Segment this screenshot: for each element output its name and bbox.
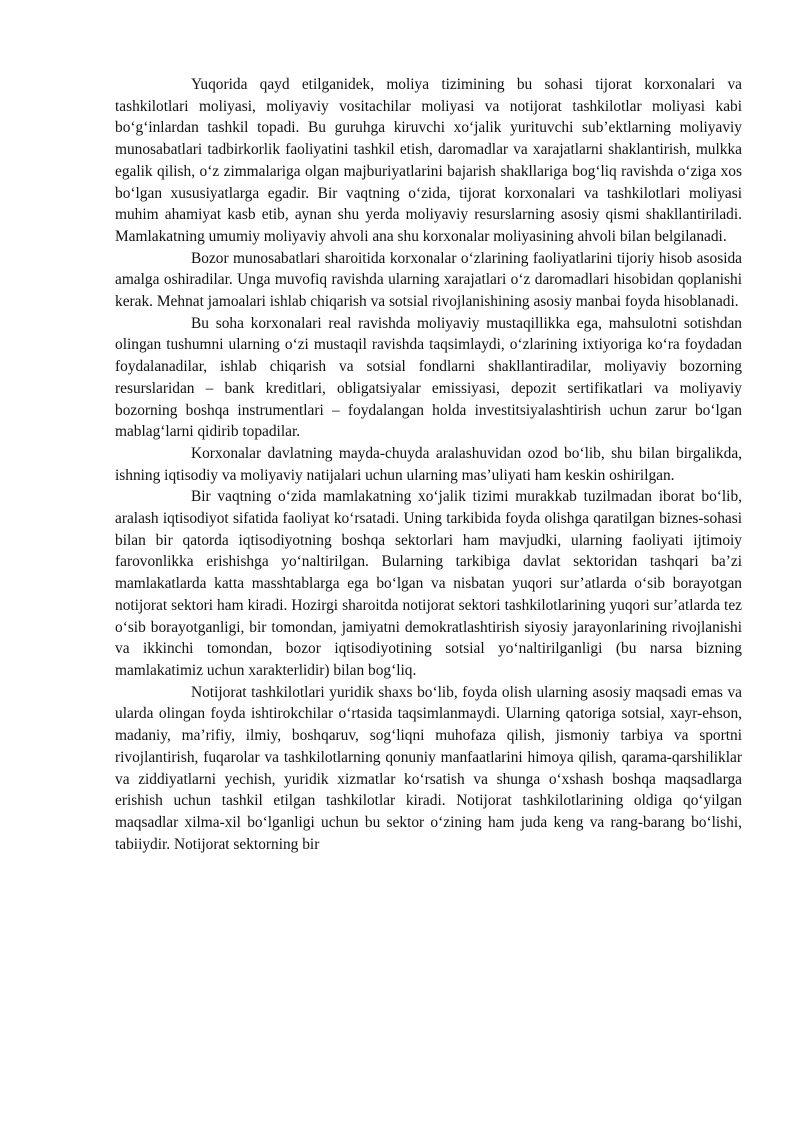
paragraph-6: Notijorat tashkilotlari yuridik shaxs bo‘lib, foyda olish ularning asosiy maqsadi emas va ularda olingan foyda ishtirokchilar o‘rtasida taqsimlanmaydi. Ularning qatoriga sotsial, xayr-ehson, madaniy, ma’rifiy, ilmiy, boshqaruv, sog‘liqni muhofaza qilish, jismoniy tarbiya va sportni rivojlantirish, fuqarolar va tashkilotlarning qonuniy manfaatlarini himoya qilish, qarama-qarshiliklar va ziddiyatlarni yechish, yuridik xizmatlar ko‘rsatish va shunga o‘xshash boshqa maqsadlarga erishish uchun tashkil etilgan tashkilotlar kiradi. Notijorat tashkilotlarining oldiga qo‘yilgan maqsadlar xilma-xil bo‘lganligi uchun bu sektor o‘zining ham juda keng va rang-barang bo‘lishi, tabiiydir. Notijorat sektorning bir	[115, 683, 742, 853]
paragraph-2: Bozor munosabatlari sharoitida korxonalar o‘zlarining faoliyatlarini tijoriy hisob asosida amalga oshiradilar. Unga muvofiq ravishda ularning xarajatlari o‘z daromadlari hisobidan qoplanishi kerak. Mehnat jamoalari ishlab chiqarish va sotsial rivojlanishining asosiy manbai foyda hisoblanadi.	[115, 249, 742, 311]
paragraph-4: Korxonalar davlatning mayda-chuyda aralashuvidan ozod bo‘lib, shu bilan birgalikda, ishning iqtisodiy va moliyaviy natijalari uchun ularning mas’uliyati ham keskin oshirilgan.	[115, 444, 742, 484]
paragraph-3: Bu soha korxonalari real ravishda moliyaviy mustaqillikka ega, mahsulotni sotishdan olingan tushumni ularning o‘zi mustaqil ravishda taqsimlaydi, o‘zlarining ixtiyoriga ko‘ra foydadan foydalanadilar, ishlab chiqarish va sotsial fondlarni shakllantiradilar, moliyaviy bozorning resurslaridan – bank kreditlari, obligatsiyalar emissiyasi, depozit sertifikatlari va moliyaviy bozorning boshqa instrumentlari – foydalangan holda investitsiyalashtirish uchun zarur bo‘lgan mablag‘larni qidirib topadilar.	[115, 314, 742, 441]
document-page	[115, 74, 742, 855]
paragraph-1: Yuqorida qayd etilganidek, moliya tizimining bu sohasi tijorat korxonalari va tashkilotlari moliyasi, moliyaviy vositachilar moliyasi va notijorat tashkilotlar moliyasi kabi bo‘g‘inlardan tashkil topadi. Bu guruhga kiruvchi xo‘jalik yurituvchi sub’ektlarning moliyaviy munosabatlari tadbirkorlik faoliyatini tashkil etish, daromadlar va xarajatlarni shaklantirish, mulkka egalik qilish, o‘z zimmalariga olgan majburiyatlarini bajarish shakllariga bog‘liq ravishda o‘ziga xos bo‘lgan xususiyatlarga egadir. Bir vaqtning o‘zida, tijorat korxonalari va tashkilotlari moliyasi muhim ahamiyat kasb etib, aynan shu yerda moliyaviy resurslarning asosiy qismi shakllantiriladi. Mamlakatning umumiy moliyaviy ahvoli ana shu korxonalar moliyasining ahvoli bilan belgilanadi.	[115, 76, 742, 245]
paragraph-5: Bir vaqtning o‘zida mamlakatning xo‘jalik tizimi murakkab tuzilmadan iborat bo‘lib, aralash iqtisodiyot sifatida faoliyat ko‘rsatadi. Uning tarkibida foyda olishga qaratilgan biznes-sohasi bilan bir qatorda iqtisodiyotning boshqa sektorlari ham mavjudki, ularning faoliyati ijtimoiy farovonlikka erishishga yo‘naltirilgan. Bularning tarkibiga davlat sektoridan tashqari ba’zi mamlakatlarda katta masshtablarga ega bo‘lgan va nisbatan yuqori sur’atlarda o‘sib borayotgan notijorat sektori ham kiradi. Hozirgi sharoitda notijorat sektori tashkilotlarining yuqori sur’atlarda tez o‘sib borayotganligi, bir tomondan, jamiyatni demokratlashtirish siyosiy jarayonlarining rivojlanishi va ikkinchi tomondan, bozor iqtisodiyotining sotsial yo‘naltirilganligi (bu narsa bizning mamlakatimiz uchun xarakterlidir) bilan bog‘liq.	[115, 488, 742, 679]
